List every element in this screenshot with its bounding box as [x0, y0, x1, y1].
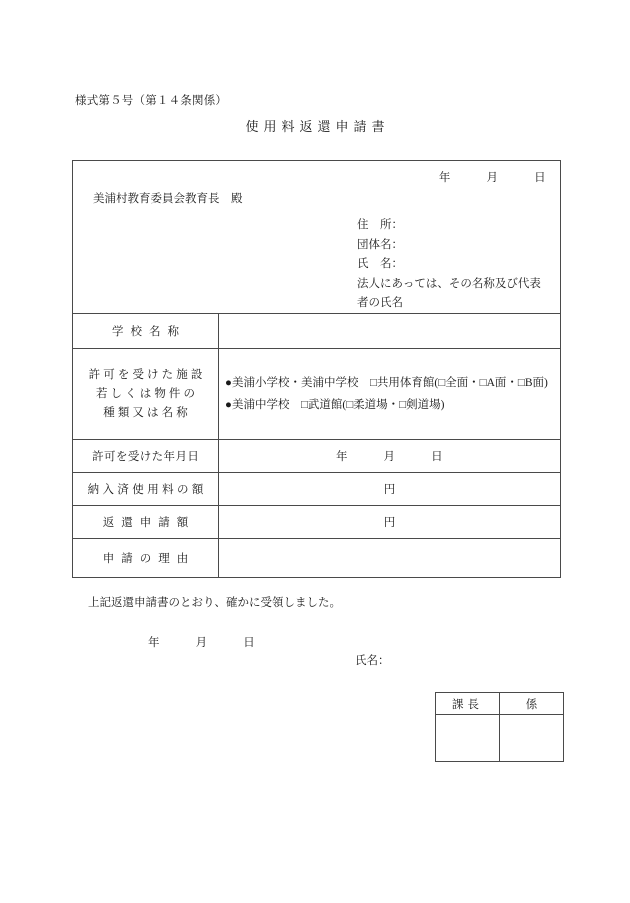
receipt-name-label: 氏名：: [355, 655, 390, 667]
facility-checkbox-list: [219, 372, 560, 416]
page-title: 使用料返還申請書: [245, 119, 390, 134]
corporate-note-line2: 者の氏名: [357, 297, 403, 309]
value-paid-amount[interactable]: [219, 473, 561, 506]
application-date-line: 年 月 日: [438, 172, 546, 184]
approval-header-section-chief: 課長: [436, 693, 500, 715]
applicant-name-label: 氏 名：: [357, 258, 403, 270]
addressee-cell: [73, 161, 561, 314]
receipt-statement: 上記返還申請書のとおり、確かに受領しました。: [88, 597, 341, 609]
table-row-paid-amount: [73, 473, 561, 506]
addressee-text: 美浦村教育委員会教育長 殿: [93, 193, 243, 205]
table-row-addressee: [73, 161, 561, 314]
label-facility-line3: 種類又は名称: [103, 406, 191, 419]
approval-stamp-box: [435, 692, 564, 762]
permit-date-line: 年 月 日: [335, 451, 444, 463]
value-school-name[interactable]: [219, 314, 561, 349]
approval-stamp-cell-clerk[interactable]: [500, 715, 564, 762]
value-permit-date[interactable]: [219, 440, 561, 473]
table-row-refund-amount: [73, 506, 561, 539]
facility-option-junior-budokan[interactable]: ●美浦中学校 □武道館(□柔道場・□剣道場): [225, 399, 445, 411]
table-row-permit-date: [73, 440, 561, 473]
corporate-note-line1: 法人にあっては、その名称及び代表: [357, 277, 541, 290]
approval-header-row: [436, 693, 564, 715]
approval-header-clerk: 係: [500, 693, 564, 715]
refund-amount-unit: 円: [383, 517, 396, 529]
receipt-date-line: 年 月 日: [148, 637, 256, 649]
approval-stamp-cell-section-chief[interactable]: [436, 715, 500, 762]
applicant-address-label: 住 所：: [357, 219, 403, 231]
table-row-facility: [73, 349, 561, 440]
label-paid-amount: 納入済使用料の額: [73, 473, 219, 506]
paid-amount-unit: 円: [383, 484, 396, 496]
applicant-organization-label: 団体名：: [357, 238, 403, 251]
facility-option-elementary-junior[interactable]: ●美浦小学校・美浦中学校 □共用体育館(□全面・□A面・□B面): [225, 377, 548, 389]
table-row-school-name: [73, 314, 561, 349]
label-school-name: 学校名称: [73, 314, 219, 349]
application-table: [72, 160, 561, 578]
label-facility-line1: 許可を受けた施設: [88, 368, 206, 381]
value-reason[interactable]: [219, 539, 561, 578]
table-row-reason: [73, 539, 561, 578]
label-facility-type: [73, 349, 219, 440]
label-refund-amount: 返還申請額: [73, 506, 219, 539]
approval-stamp-row: [436, 715, 564, 762]
label-permit-date: 許可を受けた年月日: [73, 440, 219, 473]
form-number: 様式第５号（第１４条関係）: [75, 95, 228, 107]
value-refund-amount[interactable]: [219, 506, 561, 539]
label-reason: 申請の理由: [73, 539, 219, 578]
applicant-info-block: [357, 216, 567, 314]
value-facility-options: [219, 349, 561, 440]
label-facility-line2: 若しくは物件の: [95, 387, 199, 400]
